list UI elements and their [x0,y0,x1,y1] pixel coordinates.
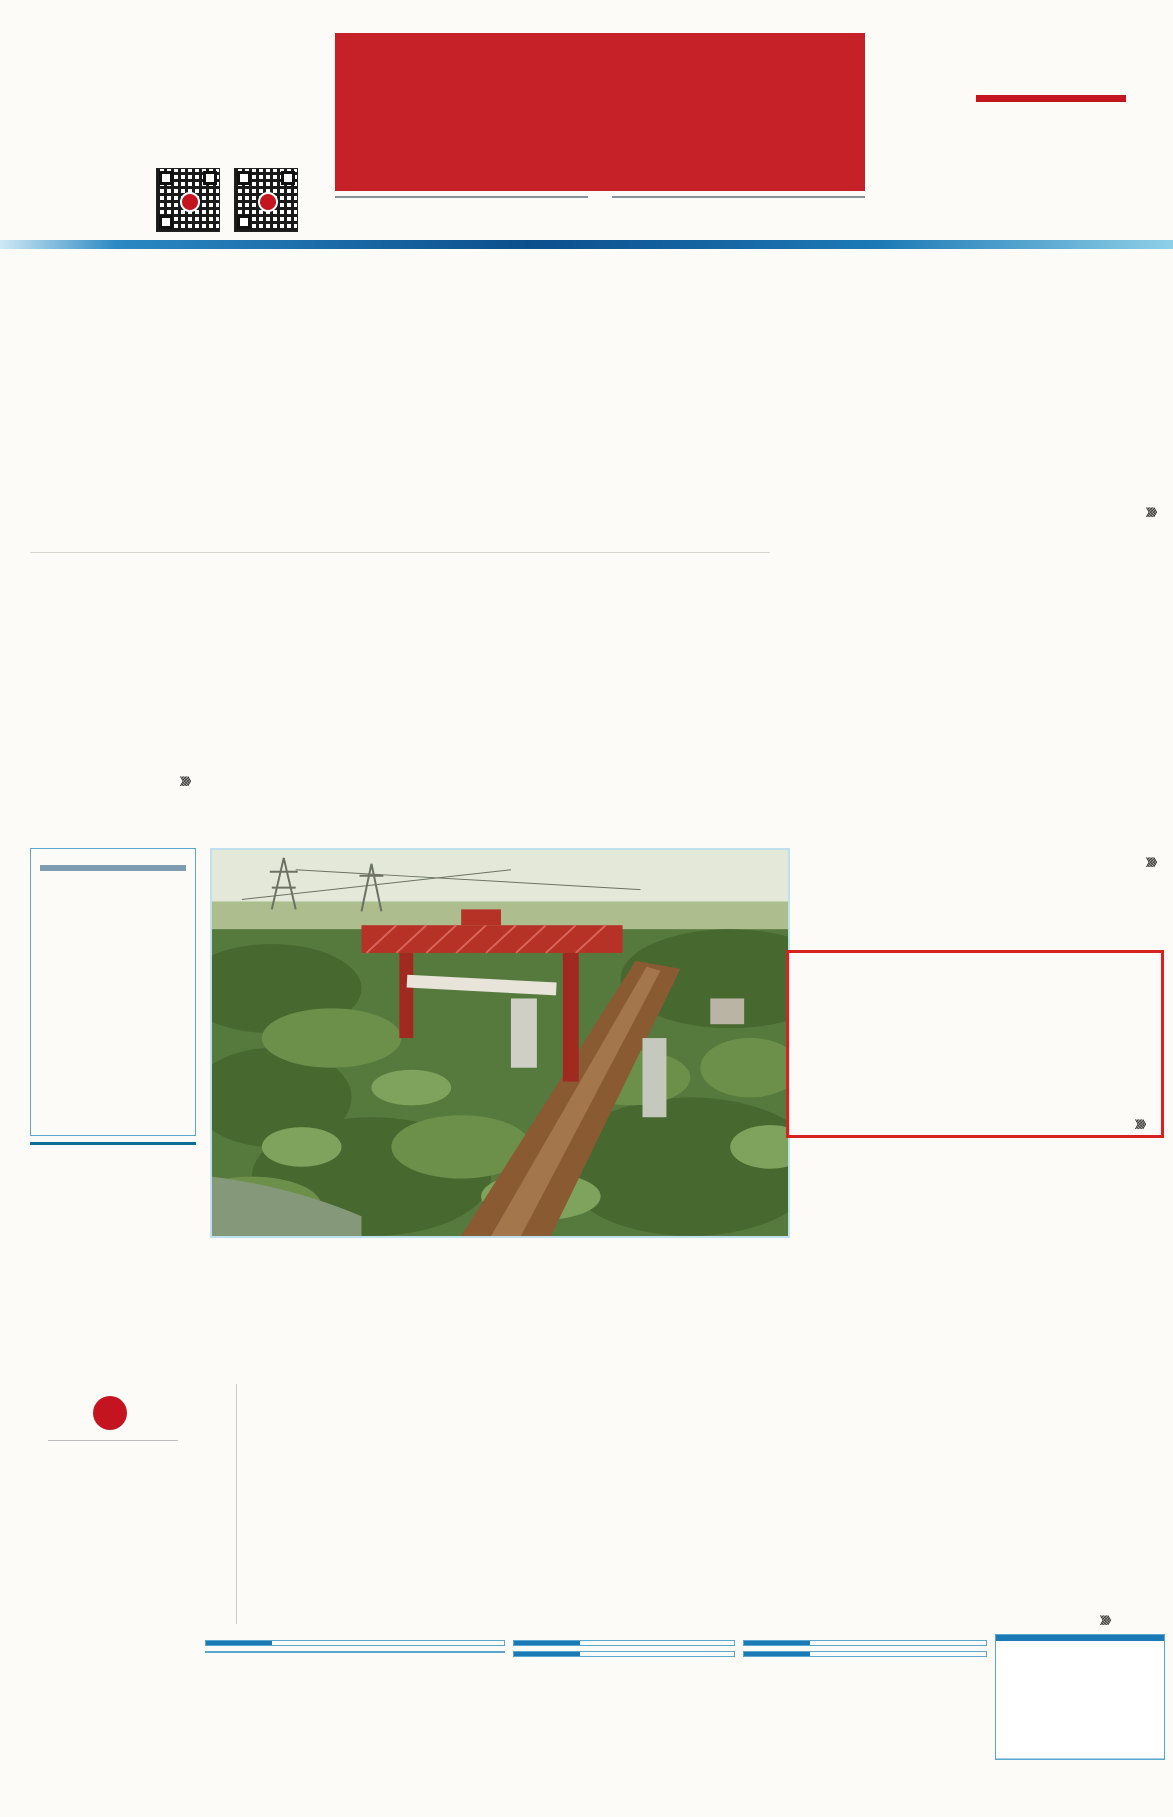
newspaper-title-english [335,196,865,198]
chart-legend [996,1758,1164,1759]
swap-rate-table [205,1640,505,1646]
jump-to-page [790,854,1162,869]
editorial-column-3 [715,1382,931,1630]
news-photo-bridge-construction [210,848,790,1238]
masthead-qr-zone [112,168,342,251]
qr-code-wechat-icon [234,168,298,232]
article-cbirc-shareholders [790,556,1162,869]
safe-column-1 [212,564,392,764]
article-services-trade [30,552,196,788]
today-guide-box [30,1142,196,1374]
photo-illustration [212,850,788,1236]
dr-repo-label [744,1641,810,1645]
market-data-tables [205,1640,987,1657]
article-body [790,292,1162,504]
lpr-table [513,1640,735,1646]
jump-to-page [30,773,196,788]
dr-repo-table [743,1640,987,1646]
lead-column-3 [535,362,770,546]
article-body [790,564,1162,854]
qr-code-app-icon [156,168,220,232]
article-everbright-highlight-box [786,950,1164,1138]
editorial-column-2 [482,1382,698,1630]
publisher-logo-icon [93,1396,127,1430]
jump-to-page [790,504,1162,519]
article-csrc-notice [790,284,1162,519]
article-body [212,564,788,764]
safe-column-2 [410,564,590,764]
usd-ciror-label [514,1652,580,1656]
editorial-column-4 [949,1382,1165,1630]
safe-column-3 [608,564,788,764]
jump-to-page [1135,1116,1151,1131]
spotlight-badge [40,865,186,871]
shibor-label [744,1652,810,1656]
chart-plot-area [996,1641,1164,1753]
fx-midrate-table [205,1651,505,1653]
lead-column-2 [283,362,518,546]
article-body [30,559,196,773]
masthead-banner [335,33,865,191]
lpr-table-label [514,1641,580,1645]
lead-column-1 [30,362,265,546]
swap-table-label [206,1641,272,1645]
usd-ciror-table [513,1651,735,1657]
bond-yield-curve-chart [995,1634,1165,1760]
divider [48,1440,178,1441]
today-spotlight-box [30,848,196,1136]
editorial-column-1 [248,1382,464,1630]
article-safe-pilot [212,552,788,764]
jump-to-page [1100,1612,1116,1627]
article-body [801,967,1149,1079]
shibor-table [743,1651,987,1657]
lead-article-body [30,362,770,546]
issue-info [938,88,1164,108]
masthead-divider-bar [0,240,1173,249]
editorial-body [248,1382,1164,1630]
publisher-footer [30,1386,196,1449]
publisher-logo [30,1396,196,1430]
divider [236,1384,237,1624]
issue-red-bar [976,95,1126,102]
